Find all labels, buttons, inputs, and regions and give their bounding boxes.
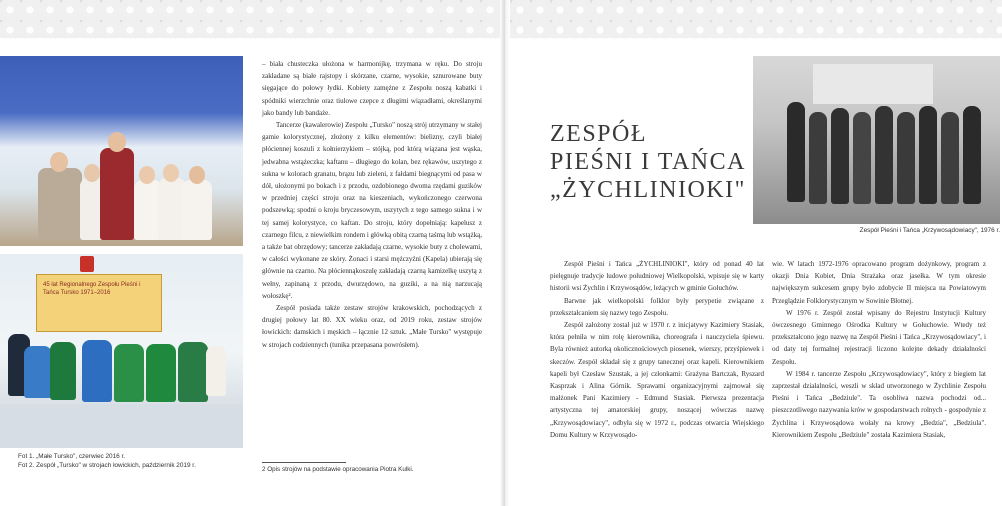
- photo-figure-head: [189, 166, 205, 184]
- book-gutter: [500, 0, 510, 506]
- photo-figure: [38, 168, 82, 240]
- photo-figure: [182, 180, 212, 240]
- paragraph: wie. W latach 1972-1976 opracowano program dożynkowy, program z okazji Dnia Kobiet, Dnia Strażaka oraz jasełka. W tym okresie największym sukcesem grupy było zdobycie II miejsca na Powiatowym Przeglądzie Folklorystycznym w Sowinie Błotnej.: [772, 260, 986, 305]
- paragraph: W 1976 r. Zespół został wpisany do Rejestru Instytucji Kultury ówczesnego Gminnego Ośrodka Kultury w Gołuchowie. Wtedy też przekształcono jego nazwę na Zespół Pieśni i Tańca „Krzywosądowiacy", i od daty tej formalnej rejestracji liczono kolejne dekady działalności Zespołu.: [772, 308, 986, 366]
- photo-figure: [178, 342, 208, 402]
- photo-figure-head: [139, 166, 155, 184]
- photo-figure-head: [163, 164, 179, 182]
- photo-figure: [919, 106, 937, 204]
- paragraph: Barwne jak wielkopolski folklor były perypetie związane z przekształcaniem się nazwy tego Zespołu.: [550, 296, 764, 317]
- photo-figure: [875, 106, 893, 204]
- paragraph: Zespół Pieśni i Tańca „ŻYCHLINIOKI", który od ponad 40 lat pielęgnuje tradycje ludowe południowej Wielkopolski, wpisuje się w karty historii wsi Żychlin i Krzywosądów, leżących w gminie Gołuchów.: [550, 260, 764, 293]
- lace-border: [0, 0, 500, 38]
- lace-border: [510, 0, 1002, 38]
- photo-figure: [114, 344, 144, 402]
- photo-caption-1976: Zespół Pieśni i Tańca „Krzywosądowiacy", 1976 r.: [859, 227, 1000, 234]
- photo-figure: [809, 112, 827, 204]
- footnote-rule: [262, 462, 346, 463]
- photo-figure: [82, 340, 112, 402]
- title-line: PIEŚNI I TAŃCA: [550, 149, 746, 175]
- paragraph: Zespół założony został już w 1970 r. z inicjatywy Kazimiery Stasiak, która pełniła w nim rolę kierownika, choreografa i nauczyciela śpiewu. Byla również autorką okolicznościowych piosenek, wierszy, przyśpiewek i skeczów. Zespół składał się z grupy tanecznej oraz kapeli. Kierownikiem kapeli był Czesław Szustak, a jej członkami: Grażyna Bartczak, Ryszard Kasprzak i Alina Górnik. Sprawami organizacyjnymi zajmował się małżonek Pani Kazimiery - Edmund Stasiak. Pierwsza prezentacja artystyczna tej amatorskiej grupy, noszącej wówczas nazwę „Krzywosądowiacy", odbyła się w 1972 r., podczas otwarcia Wiejskiego Domu Kultury w Krzywosądo-: [550, 321, 764, 439]
- caption-fot2: Fot 2. Zespół „Tursko" w strojach łowickich, październik 2019 r.: [18, 462, 196, 469]
- photo-figure-head: [50, 152, 68, 172]
- lace-border-edge: [510, 34, 1002, 40]
- left-text-column: [262, 58, 482, 351]
- photo-male-tursko: [0, 56, 243, 246]
- photo-figure: [831, 108, 849, 204]
- lace-border-edge: [0, 34, 500, 40]
- page-title: [550, 120, 750, 204]
- photo-figure: [206, 346, 226, 396]
- photo-captions: [18, 452, 248, 470]
- photo-figure: [853, 112, 871, 204]
- photo-tursko-lowickie: [0, 254, 243, 448]
- title-line: ZESPÓŁ: [550, 121, 648, 147]
- caption-fot1: Fot 1. „Małe Tursko", czerwiec 2016 r.: [18, 453, 126, 460]
- footnote: 2 Opis strojów na podstawie opracowania Piotra Kulki.: [262, 466, 414, 473]
- photo-figure: [146, 344, 176, 402]
- photo-figure: [24, 346, 52, 398]
- photo-figure: [963, 106, 981, 204]
- right-page: [510, 0, 1002, 506]
- paragraph: Tancerze (kawalerowie) Zespołu „Tursko" noszą strój utrzymany w stałej gamie kolorystycznej, złożony z kilku elementów: bielizny, czyli białej płóciennej koszuli z kołnierzykiem – stójką, pod którą wiązana jest wąska, jedwabna wstążeczka; kaftanu – długiego do kolan, bez rękawów, uszytego z sukna w kolorach granatu, brązu lub zieleni, z fałdami biegnącymi od pasa w dół, ułożonymi po bokach i z przodu, ozdobionego dwoma rzędami guzików w przedniej części stroju oraz na kieszeniach, wykończonego czerwona podszewką; spodni o kroju bryczesowym, uszytych z tego samego sukna i w tej samej kolorystyce, co kaftan. Do stroju, który dopełniają: kapelusz z czarnego filcu, z niewielkim rondem i główką obitą czarną taśmą lub wstążką, a także bat obrzędowy; tancerze zakładają czarne, wysokie buty z cholewami, w całości wykonane ze skóry. Żonaci i starsi mężczyźni (Kapela) ubierają się głównie na czarno. Na płóciennąkoszulę zakładają czarną kamizelkę uszytą z wełny, zapinaną z przodu, dwurzędowo, na guziki, a na nią narzucają wołoszkę².: [262, 121, 482, 300]
- paragraph: – biała chusteczka ułożona w harmonijkę, trzymana w ręku. Do stroju zakładane są białe rajstopy i skórzane, czarne, wysokie, sznurowane buty sięgające do połowy łydki. Kobiety zamężne z Zespołu noszą kabatki i spódniki wierzchnie oraz tiulowe czepce z długimi wiązadłami, określanymi jako bandy lub bandaże.: [262, 60, 482, 117]
- right-text-column-2: [772, 258, 986, 441]
- photo-figure-head: [108, 132, 126, 152]
- photo-krzywosadowiacy-1976: [753, 56, 1000, 224]
- photo-figure: [787, 102, 805, 202]
- photo-figure: [100, 148, 134, 240]
- anniversary-banner: [36, 274, 162, 332]
- photo-figure: [50, 342, 76, 400]
- paragraph: W 1984 r. tancerze Zespołu „Krzywosądowiacy", który z biegiem lat zaprzestał działalności, weszli w skład utworzonego w Żychlinie Zespołu Pieśni i Tańca „Bedziule". Ta osobliwa nazwa pochodzi od... pieszczotliwego nazywania krów w gospodarstwach rolnych - gospodynie z Żychlina i Krzywosądowa wołały na krowy „Bedzia", „Bedziula". Kierownikiem Zespołu „Bedziule" została Kazimiera Stasiak,: [772, 369, 986, 439]
- photo-building: [813, 64, 933, 104]
- banner-text: 45 lat Regionalnego Zespołu Pieśni i Tańca Tursko 1971–2016: [43, 282, 141, 296]
- photo-figure: [941, 112, 959, 204]
- photo-figure-head: [84, 164, 100, 182]
- paragraph: Zespół posiada także zestaw strojów krakowskich, pochodzących z drugiej połowy lat 80. XX wieku oraz, od 2019 roku, zestaw strojów łowickich: damskich i męskich – łącznie 12 sztuk. „Małe Tursko" występuje w strojach codziennych (tunika przepasana powrósłem).: [262, 304, 482, 349]
- right-text-column-1: [550, 258, 764, 441]
- eagle-emblem: [80, 256, 94, 272]
- photo-figure: [897, 112, 915, 204]
- left-page: [0, 0, 500, 506]
- title-line: „ŻYCHLINIOKI": [550, 177, 746, 203]
- stage-floor: [0, 404, 243, 448]
